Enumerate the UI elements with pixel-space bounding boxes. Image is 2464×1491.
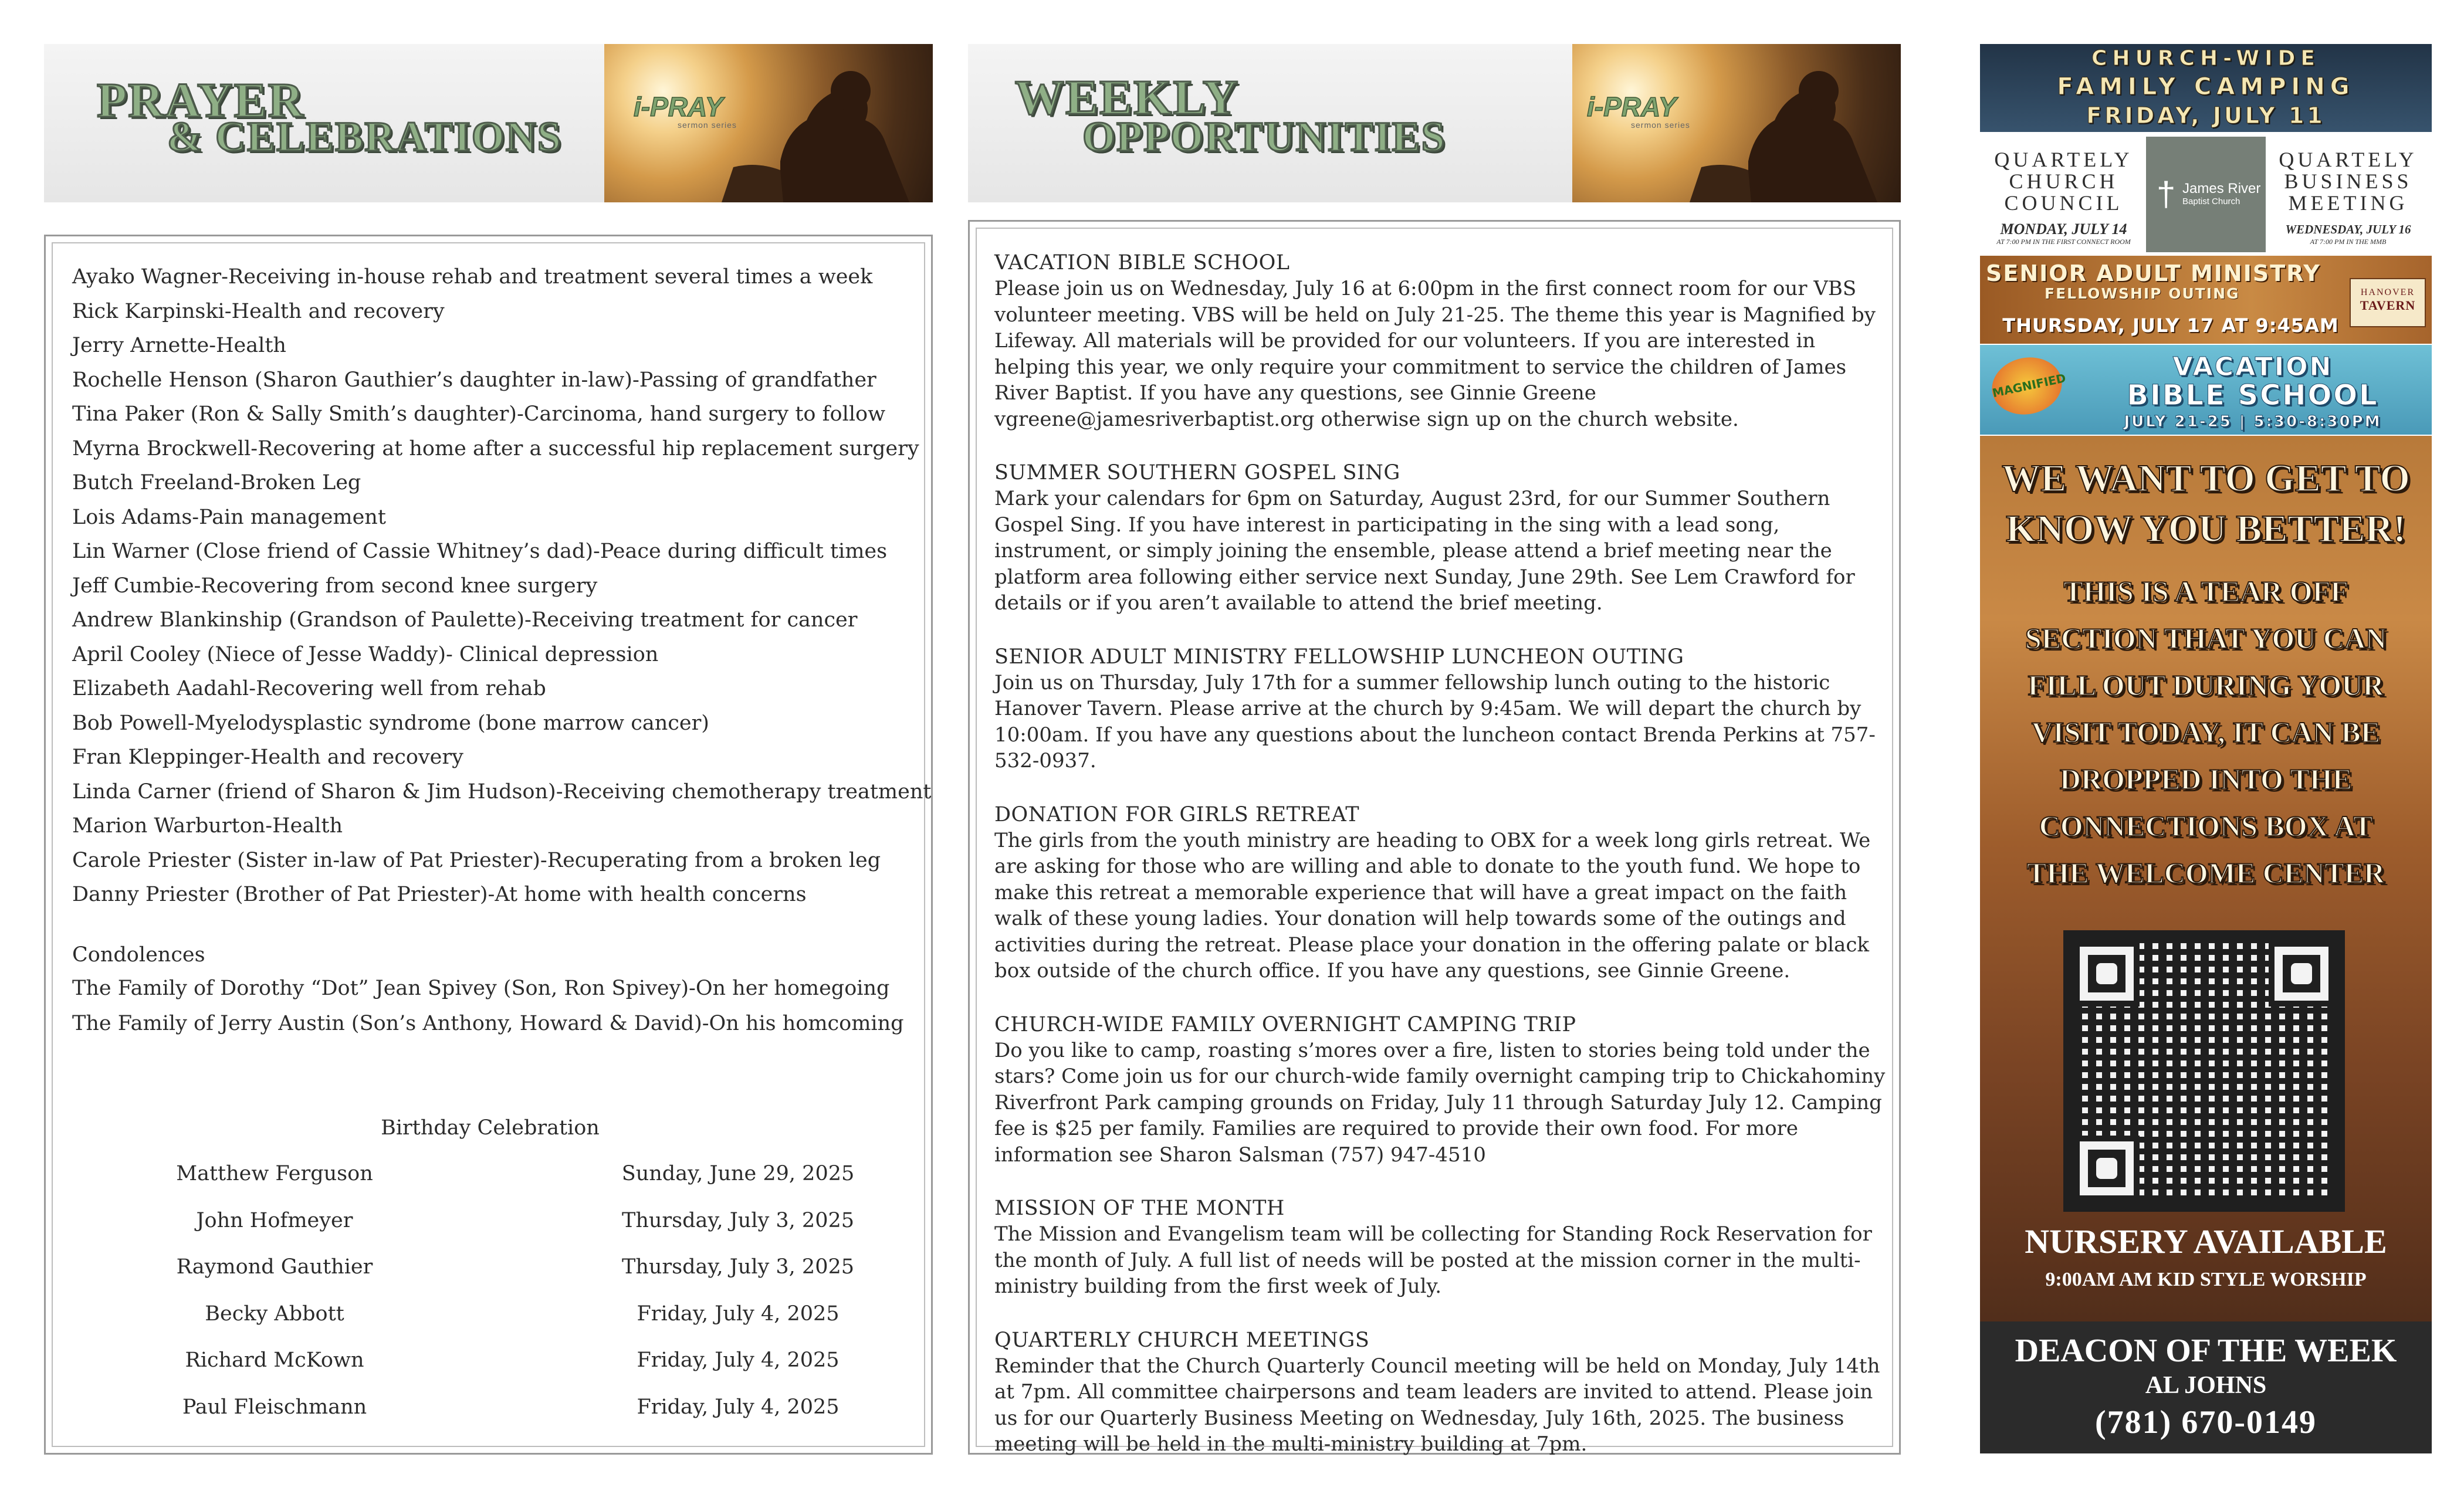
senior-subtitle: FELLOWSHIP OUTING [2045, 285, 2240, 302]
opportunity-heading: CHURCH-WIDE FAMILY OVERNIGHT CAMPING TRIP [994, 1012, 1576, 1036]
birthday-row [46, 1395, 935, 1431]
prayer-request-item: Ayako Wagner-Receiving in-house rehab and treatment several times a week [72, 265, 873, 289]
business-title-line: BUSINESS [2284, 170, 2412, 193]
prayer-request-item: Carole Priester (Sister in-law of Pat Priester)-Recuperating from a broken leg [72, 848, 881, 872]
deacon-title: DEACON OF THE WEEK [2015, 1333, 2397, 1369]
business-meeting-block [2265, 149, 2432, 246]
instruction-line: VISIT TODAY, IT CAN BE [2031, 716, 2381, 748]
senior-date: THURSDAY, JULY 17 AT 9:45AM [2002, 314, 2339, 337]
business-note: AT 7:00 PM IN THE MMB [2310, 238, 2387, 246]
birthday-row [46, 1255, 935, 1290]
opportunities-banner [968, 44, 1901, 202]
birthday-row [46, 1162, 935, 1197]
instruction-line: CONNECTIONS BOX AT [2039, 809, 2373, 842]
opportunity-body: Join us on Thursday, July 17th for a summer fellowship lunch outing to the historic Hanover Tavern. Please arrive at the church by 9:45am. We will depart the church by 10:00am. If you have any questions about the luncheon contact Brenda Perkins at 757-532-0937. [994, 670, 1876, 772]
opportunity-body: Reminder that the Church Quarterly Council meeting will be held on Monday, July 14th at 7pm. All committee chairpersons and team leaders are invited to attend. Please join us for our Quarterly Business Meeting on Wednesday, July 16th, 2025. The business meeting will be held in the multi-ministry building at 7pm. [994, 1354, 1880, 1456]
opportunity-item [994, 644, 1886, 774]
prayer-banner [44, 44, 933, 202]
instruction-line: FILL OUT DURING YOUR [2028, 669, 2384, 702]
opportunity-item [994, 250, 1886, 432]
prayer-request-item: Danny Priester (Brother of Pat Priester)-At home with health concerns [72, 883, 807, 906]
headline-line: WE WANT TO GET TO [2002, 457, 2410, 500]
prayer-request-item: Lin Warner (Close friend of Cassie Whitney’s dad)-Peace during difficult times [72, 540, 888, 563]
vbs-line1: VACATION [2172, 352, 2333, 382]
vbs-promo [1980, 345, 2432, 435]
cross-icon: † [2157, 175, 2176, 214]
opportunity-heading: VACATION BIBLE SCHOOL [994, 251, 1290, 275]
deacon-phone[interactable]: (781) 670-0149 [2095, 1404, 2317, 1441]
instruction-line: SECTION THAT YOU CAN [2025, 622, 2387, 655]
opportunity-body: Please join us on Wednesday, July 16 at 6:00pm in the first connect room for our VBS volunteer meeting. VBS will be held on July 21-25. The theme this year is Magnified by Lifeway. All materials will be provided for our volunteers. If you are interested in helping this year, we only require your commitment to service the children of James River Baptist. If you have any questions, see Ginnie Greene vgreene@jamesriverbaptist.org otherwise sign up on the church website. [994, 277, 1876, 431]
birthday-date: Thursday, July 3, 2025 [621, 1208, 855, 1232]
condolences-heading: Condolences [72, 943, 205, 967]
prayer-request-item: Rochelle Henson (Sharon Gauthier’s daughter in-law)-Passing of grandfather [72, 368, 876, 392]
prayer-request-item: Marion Warburton-Health [72, 814, 343, 838]
camping-line2: FAMILY CAMPING [2057, 73, 2355, 100]
opportunity-item [994, 1327, 1886, 1458]
business-title-line: QUARTELY [2279, 148, 2418, 171]
banner-title-line2: & CELEBRATIONS [167, 113, 562, 160]
deacon-of-week-block [1980, 1321, 2432, 1453]
logo-line2: Baptist Church [2182, 196, 2240, 206]
praying-silhouette-icon [604, 44, 933, 202]
opportunity-item [994, 1195, 1886, 1300]
instruction-line: DROPPED INTO THE [2059, 763, 2353, 795]
qr-code[interactable] [2063, 930, 2345, 1212]
birthday-name: Becky Abbott [205, 1302, 344, 1326]
prayer-request-item: Tina Paker (Ron & Sally Smith’s daughter)-Carcinoma, hand surgery to follow [72, 402, 886, 426]
headline-line: KNOW YOU BETTER! [2005, 507, 2407, 550]
opportunity-item [994, 802, 1886, 984]
birthday-name: Raymond Gauthier [176, 1255, 373, 1279]
camping-promo [1980, 44, 2432, 132]
ipray-logo: i-PRAY [1587, 92, 1677, 122]
opportunity-body: The Mission and Evangelism team will be collecting for Standing Rock Reservation for the month of July. A full list of needs will be posted at the mission corner in the multi-ministry building from the first week of July. [994, 1222, 1872, 1298]
prayer-request-item: Jerry Arnette-Health [72, 334, 286, 357]
senior-ministry-promo [1980, 256, 2432, 344]
hanover-tavern-sign [2350, 278, 2426, 327]
birthday-date: Friday, July 4, 2025 [637, 1348, 840, 1372]
opportunity-body: Do you like to camp, roasting s’mores over a fire, listen to stories being told under the stars? Come join us for our church-wide family overnight camping trip to Chickahominy Riverfront Park camping grounds on Friday, July 11 through Saturday July 12. Camping fee is $25 per family. Families are required to provide their own food. For more information see Sharon Salsman (757) 947-4510 [994, 1038, 1886, 1167]
instruction-line: THE WELCOME CENTER [2026, 856, 2385, 889]
council-title-line: QUARTELY [1994, 148, 2133, 171]
senior-title: SENIOR ADULT MINISTRY [1986, 260, 2321, 286]
nursery-subtitle: 9:00AM AM KID STYLE WORSHIP [2045, 1269, 2367, 1290]
vbs-line2: BIBLE SCHOOL [2127, 379, 2379, 412]
birthday-date: Sunday, June 29, 2025 [621, 1162, 855, 1185]
birthday-date: Friday, July 4, 2025 [637, 1302, 840, 1326]
camping-line3: FRIDAY, JULY 11 [2086, 103, 2326, 128]
birthday-date: Thursday, July 3, 2025 [621, 1255, 855, 1279]
business-title-line: MEETING [2288, 191, 2408, 215]
birthday-name: John Hofmeyer [196, 1208, 353, 1232]
qr-finder-icon [2275, 947, 2328, 1001]
opportunities-box [968, 220, 1901, 1455]
prayer-request-item: Linda Carner (friend of Sharon & Jim Hudson)-Receiving chemotherapy treatment [72, 780, 932, 804]
opportunity-heading: SUMMER SOUTHERN GOSPEL SING [994, 461, 1400, 484]
birthday-date: Friday, July 4, 2025 [637, 1395, 840, 1419]
church-logo [2146, 137, 2266, 252]
prayer-request-item: Andrew Blankinship (Grandson of Paulette)-Receiving treatment for cancer [72, 608, 858, 632]
ipray-logo: i-PRAY [634, 92, 723, 122]
banner-title-line1: PRAYER [97, 73, 305, 128]
birthday-name: Richard McKown [185, 1348, 364, 1372]
condolence-item: The Family of Dorothy “Dot” Jean Spivey (Son, Ron Spivey)-On her homegoing [72, 977, 890, 1000]
ipray-logo-sub: sermon series [678, 120, 737, 130]
opportunity-body: The girls from the youth ministry are heading to OBX for a week long girls retreat. We are asking for those who are willing and able to donate to the youth fund. We hope to make this retreat a memorable experience that will have a great impact on the faith walk of these young ladies. Your donation will help towards some of the outings and activities during the retreat. Please place your donation in the offering palate or black box outside of the church office. If you have any questions, see Ginnie Greene. [994, 828, 1871, 982]
prayer-request-item: Jeff Cumbie-Recovering from second knee surgery [72, 574, 598, 598]
prayer-request-item: Lois Adams-Pain management [72, 505, 386, 529]
prayer-box [44, 235, 933, 1455]
magnified-logo: MAGNIFIED [1986, 351, 2067, 421]
qr-finder-icon [2080, 947, 2134, 1001]
prayer-request-item: Butch Freeland-Broken Leg [72, 471, 361, 494]
birthday-heading: Birthday Celebration [381, 1116, 600, 1140]
vbs-line3: JULY 21-25 | 5:30-8:30PM [2124, 413, 2382, 431]
praying-silhouette-icon [1572, 44, 1901, 202]
qr-finder-icon [2080, 1141, 2134, 1195]
prayer-request-item: Myrna Brockwell-Recovering at home after a successful hip replacement surgery [72, 436, 919, 460]
opportunity-heading: DONATION FOR GIRLS RETREAT [994, 802, 1360, 826]
prayer-request-item: Rick Karpinski-Health and recovery [72, 299, 445, 323]
church-council-block [1980, 149, 2147, 246]
opportunities-list [994, 250, 1886, 1485]
praying-man-photo [604, 44, 933, 202]
prayer-request-item: Bob Powell-Myelodysplastic syndrome (bone marrow cancer) [72, 711, 709, 735]
tavern-line2: TAVERN [2360, 298, 2416, 313]
logo-line1: James River [2182, 181, 2261, 196]
opportunity-body: Mark your calendars for 6pm on Saturday, August 23rd, for our Summer Southern Gospel Sing. If you have interest in participating in the sing with a lead song, instrument, or simply joining the ensemble, please attend a brief meeting near the platform area following either service next Sunday, June 29th. See Lem Crawford for details or if you aren’t available to attend the brief meeting. [994, 487, 1855, 615]
condolence-item: The Family of Jerry Austin (Son’s Anthony, Howard & David)-On his homcoming [72, 1012, 904, 1035]
council-date: MONDAY, JULY 14 [2000, 221, 2127, 238]
prayer-request-item: Elizabeth Aadahl-Recovering well from rehab [72, 677, 546, 700]
birthday-name: Matthew Ferguson [176, 1162, 373, 1185]
tavern-line1: HANOVER [2360, 287, 2415, 297]
business-date: WEDNESDAY, JULY 16 [2285, 222, 2411, 236]
opportunity-heading: QUARTERLY CHURCH MEETINGS [994, 1328, 1370, 1352]
praying-man-photo [1572, 44, 1901, 202]
opportunity-heading: MISSION OF THE MONTH [994, 1197, 1285, 1220]
opportunity-heading: SENIOR ADULT MINISTRY FELLOWSHIP LUNCHEON OUTING [994, 645, 1684, 669]
deacon-name: AL JOHNS [2145, 1372, 2267, 1399]
ipray-logo-sub: sermon series [1631, 120, 1690, 130]
prayer-request-item: Fran Kleppinger-Health and recovery [72, 746, 463, 769]
nursery-title: NURSERY AVAILABLE [2025, 1222, 2387, 1260]
birthday-row [46, 1348, 935, 1384]
opportunity-item [994, 1012, 1886, 1168]
banner-title-line1: WEEKLY [1015, 70, 1240, 125]
birthday-row [46, 1209, 935, 1244]
connection-card-promo [1980, 436, 2432, 1453]
birthday-row [46, 1302, 935, 1337]
instruction-line: THIS IS A TEAR OFF [2063, 575, 2348, 608]
council-title-line: CHURCH [2009, 170, 2118, 193]
qr-code-pattern [2074, 941, 2334, 1201]
quarterly-meetings-promo [1980, 134, 2432, 255]
camping-line1: CHURCH-WIDE [2091, 46, 2320, 70]
council-title-line: COUNCIL [2004, 191, 2123, 215]
banner-title-line2: OPPORTUNITIES [1082, 113, 1446, 160]
council-note: AT 7:00 PM IN THE FIRST CONNECT ROOM [1996, 238, 2131, 246]
prayer-list [72, 260, 932, 912]
opportunity-item [994, 460, 1886, 616]
birthday-name: Paul Fleischmann [182, 1395, 367, 1419]
prayer-request-item: April Cooley (Niece of Jesse Waddy)- Clinical depression [72, 642, 659, 666]
